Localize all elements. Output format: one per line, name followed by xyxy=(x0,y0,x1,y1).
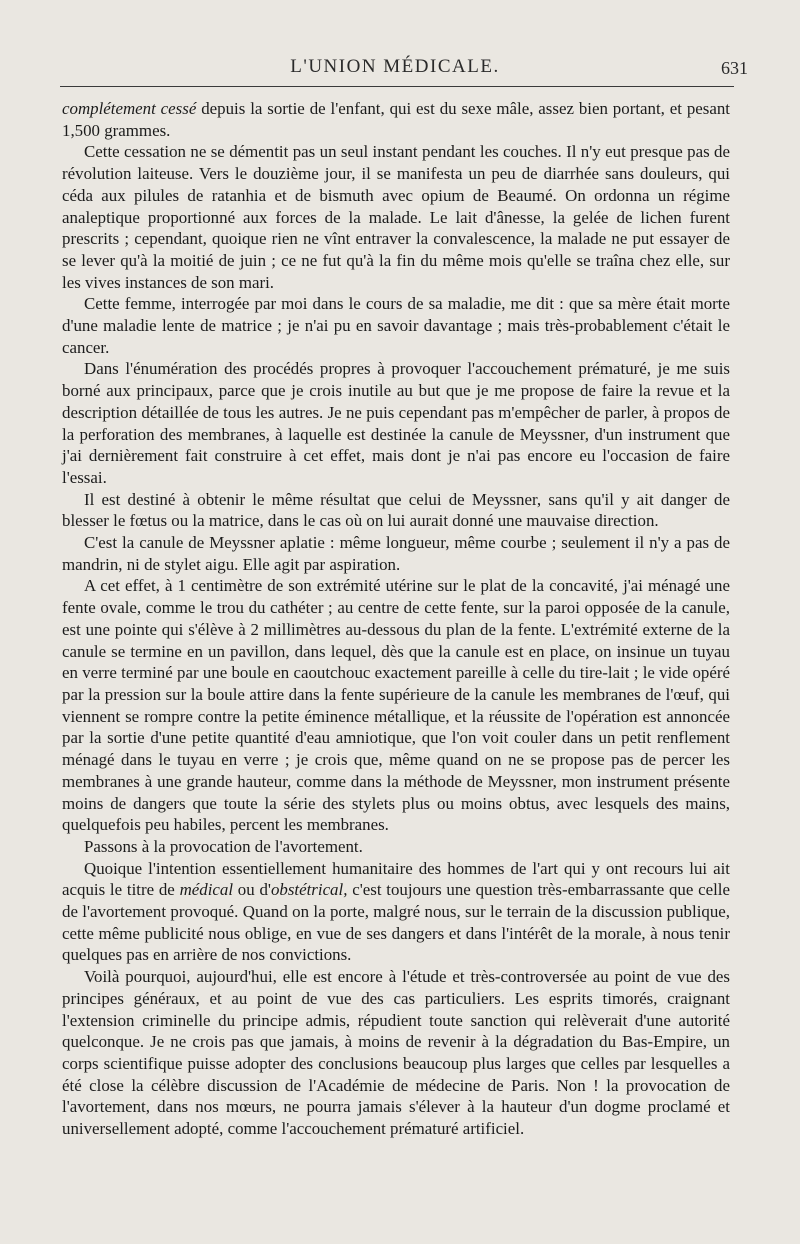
paragraph: A cet effet, à 1 centimètre de son extrémité utérine sur le plat de la concavité, j'ai ménagé une fente ovale, comme le trou du cathéter ; au centre de cette fente, sur la paroi opposée de la canule, est une pointe qui s'élève à 2 millimètres au-dessous du plan de la fente. L'extrémité externe de la canule se termine en un pavillon, dans lequel, dès que la canule est en place, on insinue un tuyau en verre terminé par une boule en caoutchouc exactement pareille à celle du tire-lait ; le vide opéré par la pression sur la boule attire dans la fente supérieure de la canule les membranes de l'œuf, qui viennent se rompre contre la petite éminence métallique, et la réussite de l'opération est annoncée par la sortie d'une petite quantité d'eau amniotique, que l'on voit couler dans un petit renflement ménagé dans le tuyau en verre ; je crois que, même quand on ne se propose pas de percer les membranes à une grande hauteur, comme dans la méthode de Meyssner, mon instrument présente moins de dangers que toute la série des stylets plus ou moins obtus, avec lesquels des mains, quelquefois peu habiles, percent les membranes. xyxy=(62,576,730,835)
article-body xyxy=(62,98,730,1140)
italic-term: médical xyxy=(179,880,234,900)
running-title: L'UNION MÉDICALE. xyxy=(290,56,500,77)
paragraph: Cette cessation ne se démentit pas un seul instant pendant les couches. Il n'y eut presque pas de révolution laiteuse. Vers le douzième jour, il se manifesta un peu de diarrhée sans douleurs, qui céda aux pilules de ratanhia et de bismuth avec opium de Beaumé. On ordonna un régime analeptique proportionné aux forces de la malade. Le lait d'ânesse, la gelée de lichen furent prescrits ; cependant, quoique rien ne vînt entraver la convalescence, la malade ne put essayer de se lever qu'à la moitié de juin ; ce ne fut qu'à la fin du même mois qu'elle se traîna chez elle, sur les vives instances de son mari. xyxy=(62,142,730,292)
italic-phrase: complétement cessé xyxy=(62,99,197,118)
paragraph: C'est la canule de Meyssner aplatie : même longueur, même courbe ; seulement il n'y a pas de mandrin, ni de stylet aigu. Elle agit par aspiration. xyxy=(62,533,730,574)
page-number: 631 xyxy=(721,58,748,78)
paragraph: Voilà pourquoi, aujourd'hui, elle est encore à l'étude et très-controversée au point de vue des principes généraux, et au point de vue des cas particuliers. Les esprits timorés, craignant l'extension criminelle du principe admis, répudient toute sanction qui relèverait d'une autorité quelconque. Je ne crois pas que jamais, à moins de revenir à la dégradation du Bas-Empire, un corps scientifique puisse adopter des conclusions beaucoup plus larges que celles par lesquelles a été close la célèbre discussion de l'Académie de médecine de Paris. Non ! la provocation de l'avortement, dans nos mœurs, ne pourra jamais s'élever à la hauteur d'un dogme proclamé et universellement adopté, comme l'accouchement prématuré artificiel. xyxy=(62,967,730,1139)
paragraph: Cette femme, interrogée par moi dans le cours de sa maladie, me dit : que sa mère était morte d'une maladie lente de matrice ; je n'ai pu en savoir davantage ; mais très-probablement c'était le cancer. xyxy=(62,294,730,357)
page-header xyxy=(0,50,800,90)
header-rule xyxy=(60,86,734,87)
paragraph: Quoique l'intention essentiellement humanitaire des hommes de l'art qui y ont recours lui ait acquis le titre de médical ou d'obstétrical, c'est toujours une question très-embarrassante que celle de l'avortement provoqué. Quand on la porte, malgré nous, sur le terrain de la discussion publique, cette même publicité nous oblige, en vue de ses dangers et dans l'intérêt de la morale, à nous tenir quelques pas en arrière de nos convictions. xyxy=(62,858,730,965)
italic-term: obstétrical, xyxy=(270,880,348,900)
paragraph: Passons à la provocation de l'avortement. xyxy=(84,836,363,856)
paragraph: Il est destiné à obtenir le même résultat que celui de Meyssner, sans qu'il y ait danger de blesser le fœtus ou la matrice, dans le cas où on lui aurait donné une mauvaise direction. xyxy=(62,489,730,531)
paragraph: Dans l'énumération des procédés propres à provoquer l'accouchement prématuré, je me suis borné aux principaux, parce que je crois inutile au but que je me propose de faire la revue et la description détaillée de tous les autres. Je ne puis cependant pas m'empêcher de parler, à propos de la perforation des membranes, à laquelle est destinée la canule de Meyssner, d'un instrument que j'ai dernièrement fait construire à cet effet, mais dont je n'ai pas encore eu l'occasion de faire l'essai. xyxy=(62,359,730,487)
paragraph-continued: complétement cessé depuis la sortie de l'enfant, qui est du sexe mâle, assez bien portant, et pesant 1,500 grammes. xyxy=(62,99,730,140)
